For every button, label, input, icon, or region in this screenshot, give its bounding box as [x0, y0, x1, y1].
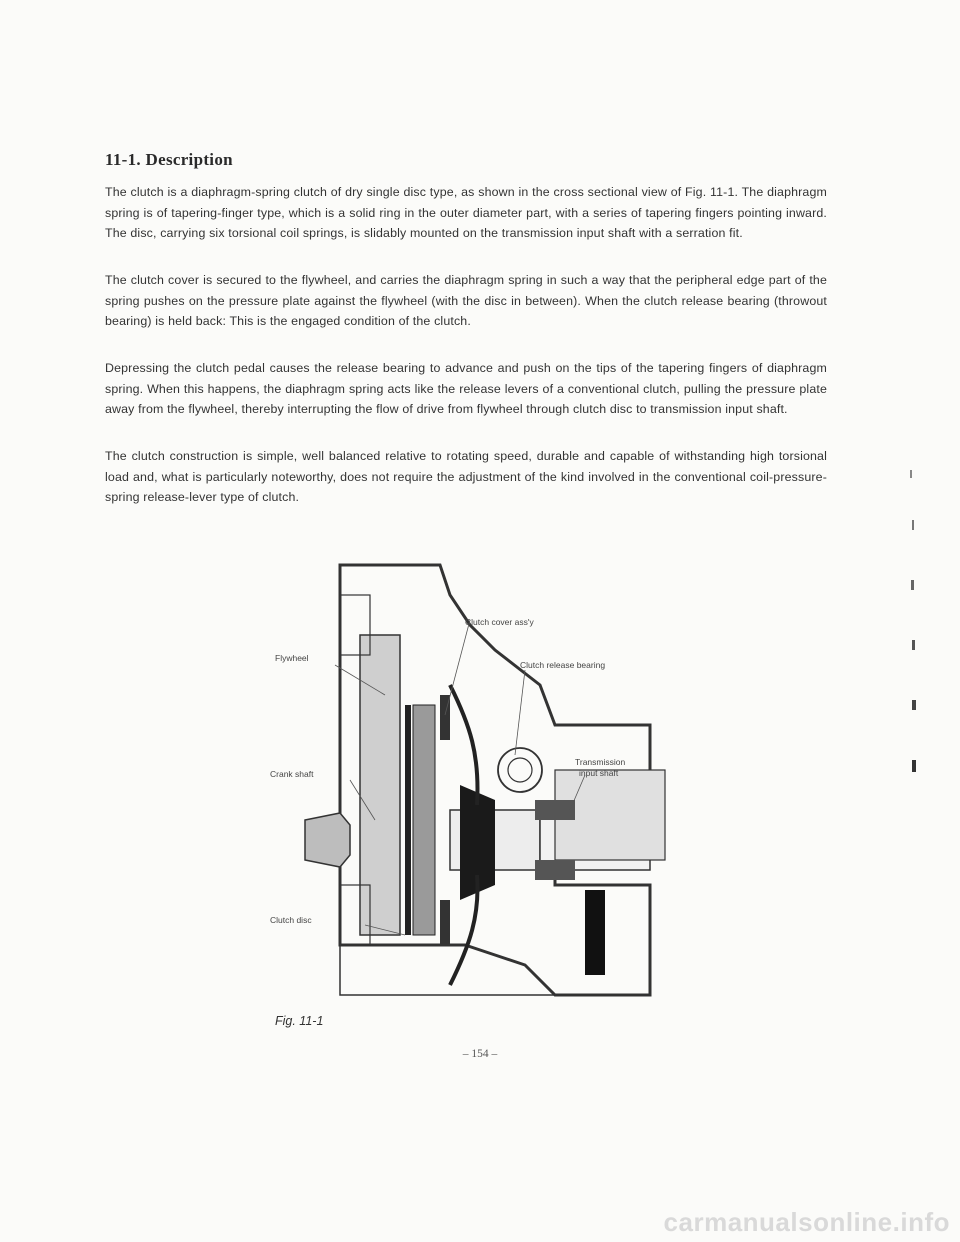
label-release-bearing: Clutch release bearing [520, 660, 606, 670]
paragraph-3: Depressing the clutch pedal causes the release bearing to advance and push on the tips of the tapering fingers of diaphragm spring. When this happens, the diaphragm spring acts like the release levers of a conventional clutch, pulling the pressure plate away from the flywheel, thereby interrupting the flow of drive from flywheel through clutch disc to transmission input shaft. [105, 361, 827, 416]
label-clutch-disc: Clutch disc [270, 915, 312, 925]
pressure-plate [413, 705, 435, 935]
label-crank-shaft: Crank shaft [270, 769, 314, 779]
paragraph-4: The clutch construction is simple, well balanced relative to rotating speed, durable and capable of withstanding high torsional load and, what is particularly noteworthy, does not require the adjustment of the kind involved in the conventional coil-pressure-spring release-lever type of clutch. [105, 449, 827, 504]
paragraph-2: The clutch cover is secured to the flywheel, and carries the diaphragm spring in such a way that the peripheral edge part of the spring pushes on the pressure plate against the flywheel (with the disc in between). When the clutch release bearing (throwout bearing) is held back: This is the engaged condition of the clutch. [105, 273, 827, 328]
label-clutch-cover: Clutch cover ass'y [465, 617, 534, 627]
scan-edge-marks [900, 460, 940, 785]
clutch-disc [405, 705, 411, 935]
clutch-cross-section-figure [255, 555, 695, 1010]
label-transmission: Transmission [575, 757, 626, 767]
label-flywheel: Flywheel [275, 653, 309, 663]
release-bearing [498, 748, 542, 792]
label-input-shaft: input shaft [579, 768, 619, 778]
watermark: carmanualsonline.info [663, 1207, 950, 1237]
paragraph-1: The clutch is a diaphragm-spring clutch of dry single disc type, as shown in the cross sectional view of Fig. 11-1. The diaphragm spring is of tapering-finger type, which is a solid ring in the outer diameter part, with a series of tapering fingers pointing inward. The disc, carrying six torsional coil springs, is slidably mounted on the transmission input shaft with a serration fit. [105, 185, 827, 240]
release-fork [585, 890, 605, 975]
section-title: 11-1. Description [105, 150, 233, 169]
crank-shaft [305, 813, 350, 867]
figure-caption: Fig. 11-1 [275, 1014, 324, 1028]
page-number: – 154 – [462, 1048, 498, 1060]
flywheel [360, 635, 400, 935]
